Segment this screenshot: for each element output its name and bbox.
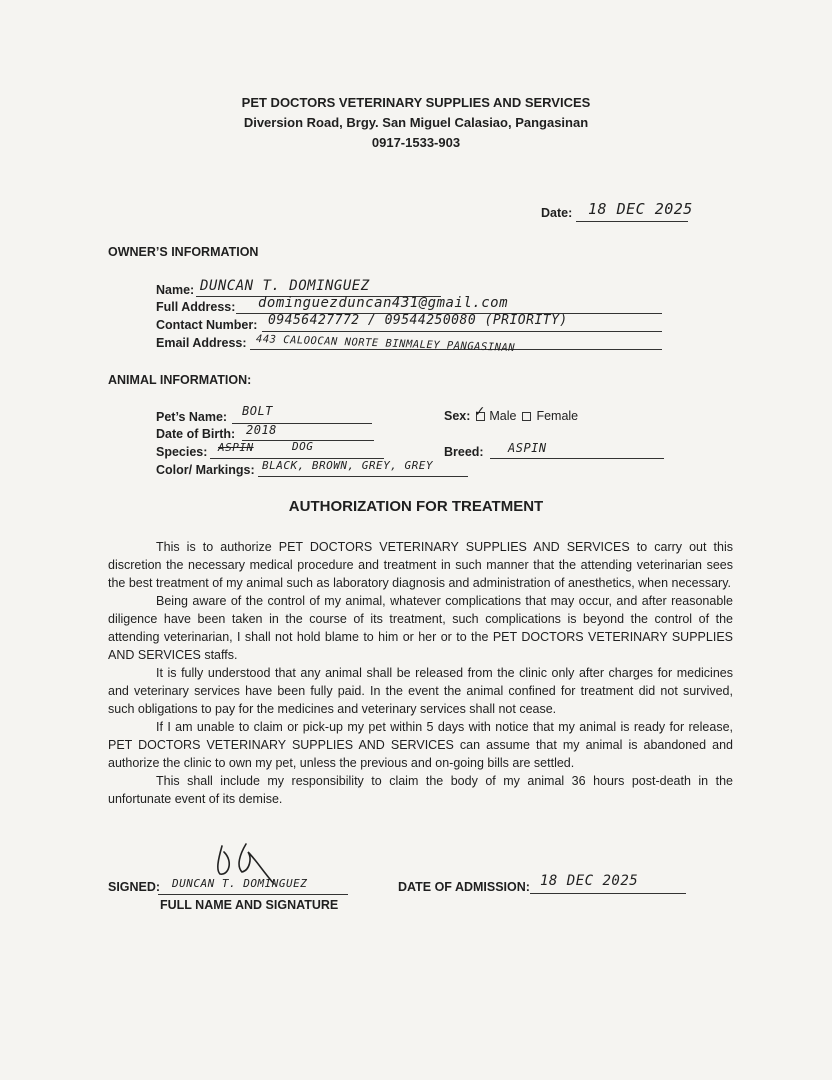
owner-email-value: 443 CALOOCAN NORTE BINMALEY PANGASINAN xyxy=(255,333,516,355)
authorization-paragraph: This shall include my responsibility to claim the body of my animal 36 hours post-death in the unfortunate event of its demise. xyxy=(108,774,733,806)
date-line xyxy=(576,221,688,222)
species-value: DOG xyxy=(292,440,314,453)
sex-field xyxy=(444,404,579,423)
female-option-label: Female xyxy=(536,409,579,423)
dob-label: Date of Birth: xyxy=(156,427,236,441)
owner-contact-value: 09456427772 / 09544250080 (PRIORITY) xyxy=(268,313,568,328)
owner-contact-label: Contact Number: xyxy=(156,318,258,332)
authorization-paragraph: If I am unable to claim or pick-up my pet within 5 days with notice that my animal is ready for release, PET DOCTORS VETERINARY SUPPLIES AND SERVICES can assume that my animal is abandoned and authorize the clinic to own my pet, unless the previous and on-going bills are settled. xyxy=(108,720,733,770)
color-line xyxy=(258,476,468,477)
owner-heading: OWNER’S INFORMATION xyxy=(108,245,259,259)
owner-email-label: Email Address: xyxy=(156,336,247,350)
authorization-paragraph: Being aware of the control of my animal, whatever complications that may occur, and after reasonable diligence have been taken in the course of its treatment, such complications is beyond the control of the attending veterinarian, I shall not hold blame to him or her or to the PET DOCTORS VETERINARY SUPPLIES AND SERVICES staffs. xyxy=(108,594,733,662)
owner-address-value: dominguezduncan431@gmail.com xyxy=(258,295,509,311)
species-struck-value: ASPIN xyxy=(218,441,254,454)
admission-line xyxy=(530,893,686,894)
owner-name-label: Name: xyxy=(156,283,195,297)
breed-label: Breed: xyxy=(444,445,484,459)
authorization-paragraph: This is to authorize PET DOCTORS VETERINARY SUPPLIES AND SERVICES to carry out this discretion the necessary medical procedure and treatment in such manner that the attending veterinarian sees the best treatment of my animal such as laboratory diagnosis and administration of anesthetics, when necessary. xyxy=(108,540,733,590)
signature-caption: FULL NAME AND SIGNATURE xyxy=(160,898,339,912)
admission-value: 18 DEC 2025 xyxy=(540,873,639,889)
authorization-title: AUTHORIZATION FOR TREATMENT xyxy=(288,498,544,515)
check-mark-icon: ✓ xyxy=(473,404,486,420)
company-phone: 0917-1533-903 xyxy=(371,135,461,150)
species-label: Species: xyxy=(156,445,208,459)
owner-contact-line xyxy=(262,331,662,332)
authorization-body xyxy=(108,538,733,808)
pet-name-label: Pet’s Name: xyxy=(156,410,228,424)
date-value: 18 DEC 2025 xyxy=(588,200,693,218)
owner-name-value: DUNCAN T. DOMINGUEZ xyxy=(200,278,370,294)
male-option-label: Male xyxy=(489,409,517,423)
pet-name-value: BOLT xyxy=(242,404,273,418)
female-checkbox[interactable] xyxy=(522,412,531,421)
admission-label: DATE OF ADMISSION: xyxy=(398,880,530,894)
color-label: Color/ Markings: xyxy=(156,463,255,477)
owner-address-label: Full Address: xyxy=(156,300,236,314)
breed-value: ASPIN xyxy=(508,441,547,455)
authorization-paragraph: It is fully understood that any animal shall be released from the clinic only after charges for medicines and veterinary services have been fully paid. In the event the animal confined for treatment did not survived, such obligations to pay for the medicines and veterinary services shall not cease. xyxy=(108,666,733,716)
breed-line xyxy=(490,458,664,459)
animal-heading: ANIMAL INFORMATION: xyxy=(108,373,252,387)
male-checkbox[interactable] xyxy=(473,404,486,423)
color-value: BLACK, BROWN, GREY, GREY xyxy=(262,459,433,472)
signature-line xyxy=(158,894,348,895)
sex-label: Sex: xyxy=(444,409,471,423)
signed-name-value: DUNCAN T. DOMINGUEZ xyxy=(172,877,308,890)
date-label: Date: xyxy=(541,206,573,220)
dob-value: 2018 xyxy=(246,423,277,437)
signed-label: SIGNED: xyxy=(108,880,161,894)
company-address: Diversion Road, Brgy. San Miguel Calasiao, Pangasinan xyxy=(243,115,589,130)
company-name: PET DOCTORS VETERINARY SUPPLIES AND SERVICES xyxy=(241,95,591,110)
